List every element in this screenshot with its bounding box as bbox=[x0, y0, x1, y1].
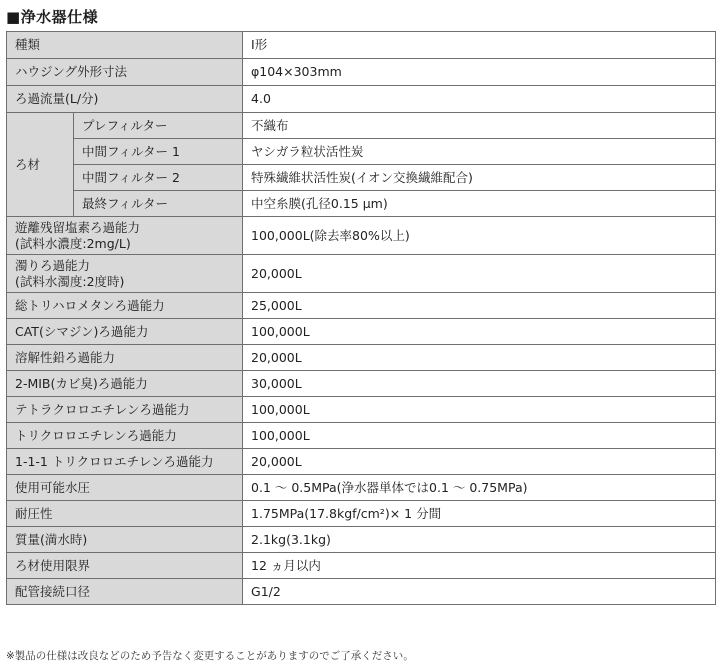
row-value-thm: 25,000L bbox=[243, 293, 716, 319]
row-value-flow: 4.0 bbox=[243, 86, 716, 113]
media-label-mid1: 中間フィルター 1 bbox=[74, 139, 243, 165]
table-row bbox=[7, 255, 716, 293]
row-label-pressure: 使用可能水圧 bbox=[7, 475, 243, 501]
media-label-mid2: 中間フィルター 2 bbox=[74, 165, 243, 191]
row-label-turbidity-line2: (試料水濁度:2度時) bbox=[15, 273, 125, 289]
row-value-mass: 2.1kg(3.1kg) bbox=[243, 527, 716, 553]
row-value-type: Ⅰ形 bbox=[243, 32, 716, 59]
row-label-mib: 2-MIB(カビ臭)ろ過能力 bbox=[7, 371, 243, 397]
row-value-tca: 20,000L bbox=[243, 449, 716, 475]
table-row bbox=[7, 475, 716, 501]
row-value-cat: 100,000L bbox=[243, 319, 716, 345]
table-row bbox=[7, 449, 716, 475]
table-row bbox=[7, 165, 716, 191]
media-label-final: 最終フィルター bbox=[74, 191, 243, 217]
row-label-turbidity-line1: 濁りろ過能力 bbox=[15, 257, 91, 273]
row-label-housing: ハウジング外形寸法 bbox=[7, 59, 243, 86]
table-row bbox=[7, 319, 716, 345]
table-row bbox=[7, 501, 716, 527]
table-row bbox=[7, 397, 716, 423]
row-label-cat: CAT(シマジン)ろ過能力 bbox=[7, 319, 243, 345]
row-value-withstand: 1.75MPa(17.8kgf/cm²)× 1 分間 bbox=[243, 501, 716, 527]
spec-table bbox=[6, 31, 716, 605]
table-row bbox=[7, 32, 716, 59]
row-value-mib: 30,000L bbox=[243, 371, 716, 397]
media-label-pre: プレフィルター bbox=[74, 113, 243, 139]
media-value-mid2: 特殊繊維状活性炭(イオン交換繊維配合) bbox=[243, 165, 716, 191]
table-row bbox=[7, 579, 716, 605]
row-label-flow: ろ過流量(L/分) bbox=[7, 86, 243, 113]
row-label-media: ろ材 bbox=[7, 113, 74, 217]
row-label-tetra: テトラクロロエチレンろ過能力 bbox=[7, 397, 243, 423]
media-value-pre: 不織布 bbox=[243, 113, 716, 139]
row-label-limit: ろ材使用限界 bbox=[7, 553, 243, 579]
row-value-turbidity: 20,000L bbox=[243, 255, 716, 293]
row-value-pressure: 0.1 ～ 0.5MPa(浄水器単体では0.1 ～ 0.75MPa) bbox=[243, 475, 716, 501]
table-row bbox=[7, 371, 716, 397]
table-row bbox=[7, 113, 716, 139]
row-value-tri: 100,000L bbox=[243, 423, 716, 449]
row-value-limit: 12 ヵ月以内 bbox=[243, 553, 716, 579]
row-label-port: 配管接続口径 bbox=[7, 579, 243, 605]
table-row bbox=[7, 345, 716, 371]
row-value-port: G1/2 bbox=[243, 579, 716, 605]
row-label-withstand: 耐圧性 bbox=[7, 501, 243, 527]
row-value-tetra: 100,000L bbox=[243, 397, 716, 423]
row-value-chlorine: 100,000L(除去率80%以上) bbox=[243, 217, 716, 255]
row-label-mass: 質量(満水時) bbox=[7, 527, 243, 553]
page-title: ■浄水器仕様 bbox=[6, 8, 99, 26]
table-row bbox=[7, 293, 716, 319]
table-row bbox=[7, 217, 716, 255]
row-value-lead: 20,000L bbox=[243, 345, 716, 371]
row-value-housing: φ104×303mm bbox=[243, 59, 716, 86]
table-row bbox=[7, 191, 716, 217]
table-row bbox=[7, 86, 716, 113]
row-label-type: 種類 bbox=[7, 32, 243, 59]
table-row bbox=[7, 553, 716, 579]
table-row bbox=[7, 59, 716, 86]
row-label-chlorine-line2: (試料水濃度:2mg/L) bbox=[15, 235, 131, 251]
table-row bbox=[7, 423, 716, 449]
media-value-mid1: ヤシガラ粒状活性炭 bbox=[243, 139, 716, 165]
row-label-thm: 総トリハロメタンろ過能力 bbox=[7, 293, 243, 319]
footnote: ※製品の仕様は改良などのため予告なく変更することがありますのでご了承ください。 bbox=[6, 650, 414, 662]
row-label-tca: 1-1-1 トリクロロエチレンろ過能力 bbox=[7, 449, 243, 475]
row-label-chlorine-line1: 遊離残留塩素ろ過能力 bbox=[15, 219, 141, 235]
table-row bbox=[7, 139, 716, 165]
table-row bbox=[7, 527, 716, 553]
media-value-final: 中空糸膜(孔径0.15 μm) bbox=[243, 191, 716, 217]
row-label-turbidity bbox=[7, 255, 243, 293]
row-label-tri: トリクロロエチレンろ過能力 bbox=[7, 423, 243, 449]
row-label-lead: 溶解性鉛ろ過能力 bbox=[7, 345, 243, 371]
row-label-chlorine bbox=[7, 217, 243, 255]
